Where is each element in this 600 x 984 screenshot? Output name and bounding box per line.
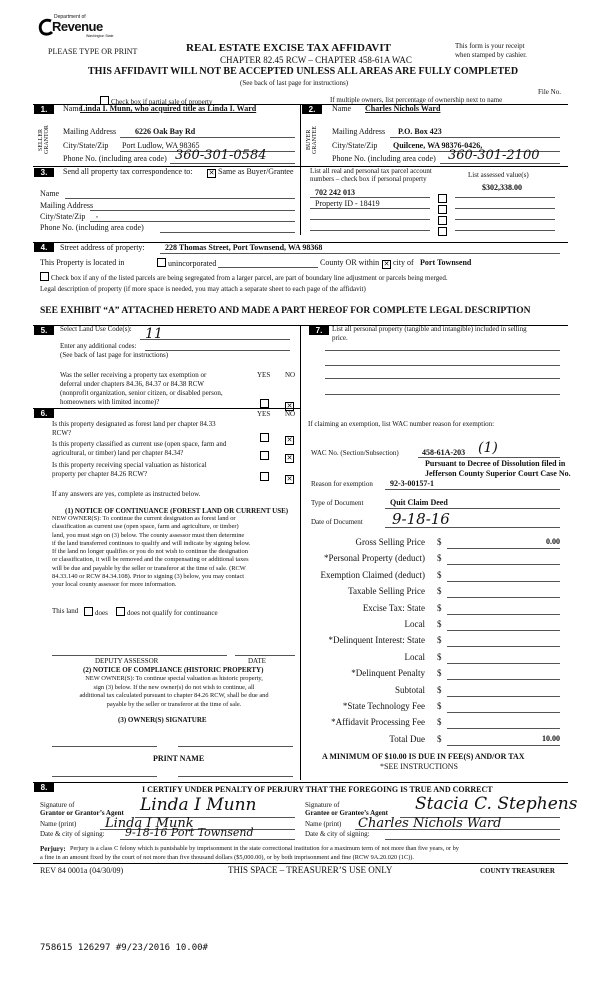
segregated-label: Check box if any of the listed parcels are being segregated from a larger parcel, are part of boundary line adjustment or parcels being merged. (51, 274, 448, 282)
unincorporated-checkbox[interactable] (157, 258, 216, 268)
buyer-name-label: Name (332, 104, 352, 113)
tax-line-row (300, 603, 562, 617)
grantor-name-label: Name (print) (40, 820, 77, 828)
s6-q2-yes-checkbox[interactable] (260, 446, 271, 464)
tax-line-label: Excise Tax: State (362, 603, 425, 613)
this-land-label: This land (52, 607, 79, 615)
s5-yes: YES (257, 371, 271, 379)
buyer-mail[interactable]: P.O. Box 423 (398, 127, 442, 136)
tax-line-label: Taxable Selling Price (348, 586, 425, 596)
exhibit-a-statement: SEE EXHIBIT “A” ATTACHED HERETO AND MADE A PART HEREOF FOR COMPLETE LEGAL DESCRIPTION (40, 306, 531, 316)
section-8-number: 8. (34, 783, 54, 792)
perjury-text-1: Perjury is a class C felony which is punishable by imprisonment in the state correctional institution for a maximum term of not more than five years, or by (70, 845, 459, 852)
section-1-number: 1. (34, 105, 54, 114)
form-subtitle: CHAPTER 82.45 RCW – CHAPTER 458-61A WAC (220, 55, 412, 65)
tax-line-label: *Delinquent Interest: State (328, 635, 425, 645)
property-id[interactable]: Property ID - 18419 (315, 199, 380, 208)
treasurer-space: THIS SPACE – TREASURER’S USE ONLY (228, 865, 393, 875)
parcel-number[interactable]: 702 242 013 (315, 188, 355, 197)
grantee-name-label: Name (print) (305, 820, 342, 828)
s6-q2-no-checkbox[interactable]: ✕ (286, 454, 293, 462)
s3-phone-label: Phone No. (including area code) (40, 223, 144, 232)
tax-line-row (300, 685, 562, 699)
tax-line-dollar: $ (437, 652, 442, 662)
seller-phone[interactable]: 360-301-0584 (175, 148, 267, 163)
multiple-owners-note: If multiple owners, list percentage of ownership next to name (330, 96, 503, 104)
s3-name-label: Name (40, 189, 60, 198)
s6-yes: YES (257, 410, 271, 418)
revenue-logo (38, 14, 114, 40)
tax-line-label: *State Technology Fee (342, 701, 425, 711)
street-address[interactable]: 228 Thomas Street, Port Townsend, WA 98368 (165, 243, 323, 252)
county-label: County OR within (320, 258, 380, 267)
s5-question-3: (nonprofit organization, senior citizen, or disabled person, (60, 389, 223, 397)
seller-name-label: Name (63, 104, 83, 113)
buyer-side-label: BUYER GRANTEE (306, 126, 318, 154)
tax-line-dollar: $ (437, 619, 442, 629)
reason-label: Reason for exemption (311, 480, 373, 488)
tax-line-dollar: $ (437, 685, 442, 695)
tax-line-row (300, 537, 562, 551)
section-3-number: 3. (34, 168, 54, 177)
tax-line-dollar: $ (437, 668, 442, 678)
s6-any-yes: If any answers are yes, complete as instructed below. (52, 490, 201, 498)
perjury-text-2: a fine in an amount fixed by the court of not more than five thousand dollars ($5,000.00), or by both imprisonment and fine (RCW 9A.20.020 (1C)). (40, 854, 414, 861)
tax-line-row (300, 586, 562, 600)
receipt-note-2: when stamped by cashier. (455, 51, 527, 59)
perjury-label: Perjury: (40, 845, 66, 853)
city-name[interactable]: Port Townsend (420, 258, 472, 267)
buyer-phone[interactable]: 360-301-2100 (448, 148, 540, 163)
s6-q2a: Is this property classified as current use (open space, farm and (52, 440, 227, 448)
s3-mail-label: Mailing Address (40, 201, 94, 210)
recording-stamp: 758615 126297 #9/23/2016 10.00# (40, 943, 208, 953)
tax-line-label: *Affidavit Processing Fee (331, 717, 425, 727)
notice-2-body: NEW OWNER(S): To continue special valuation as historic property, sign (3) below. If the new owner(s) do not wish to continue, all additional tax calculated pursuant to chapter 84.26 RCW, shall be due and payable by the seller or transferor at the time of sale. (79, 675, 269, 708)
logo-state: Washington State (86, 34, 114, 38)
does-not-label: does not qualify for continuance (127, 609, 218, 617)
notice-1-body: NEW OWNER(S): To continue the current designation as forest land or classification as current use (open space, farm and agriculture, or timber) land, you must sign on (3) below. The county assessor must then determine if the land transferred continues to qualify and will indicate by signing below. If the land no longer qualifies or you do not wish to continue the designation or classification, it will be removed and the compensating or additional taxes will be due and payable by the seller or transferor at the time of sale. (RCW 84.33.140 or RCW 84.34.108). Prior to signing (3) below, you may contact your local county assessor for more information. (52, 515, 251, 589)
reason-line-1[interactable]: Pursuant to Decree of Dissolution filed in (425, 459, 566, 468)
form-revision: REV 84 0001a (04/30/09) (40, 866, 124, 875)
reason-line-2[interactable]: Jefferson County Superior Court Case No. (425, 469, 571, 478)
assessor-date-label: DATE (248, 657, 266, 665)
please-type: PLEASE TYPE OR PRINT (48, 47, 138, 56)
seller-phone-label: Phone No. (including area code) (63, 154, 167, 163)
buyer-city-label: City/State/Zip (332, 141, 378, 150)
print-name-label: PRINT NAME (153, 754, 205, 763)
tax-line-dollar: $ (437, 635, 442, 645)
wac-subsection[interactable]: (1) (478, 440, 498, 456)
tax-line-label: Local (404, 619, 425, 629)
tax-line-row (300, 652, 562, 666)
tax-line-row (300, 701, 562, 715)
form-warning: THIS AFFIDAVIT WILL NOT BE ACCEPTED UNLESS ALL AREAS ARE FULLY COMPLETED (88, 66, 519, 77)
tax-line-row (300, 668, 562, 682)
s5-question-2: deferral under chapters 84.36, 84.37 or 84.38 RCW (60, 380, 205, 388)
assessed-value-label: List assessed value(s) (468, 171, 529, 179)
s5-no: NO (285, 371, 296, 379)
city-of-checkbox[interactable]: ✕ city of (383, 258, 414, 268)
s5-question-4: homeowners with limited income)? (60, 398, 160, 406)
unincorporated-label: unincorporated (168, 259, 217, 268)
form-title: REAL ESTATE EXCISE TAX AFFIDAVIT (186, 42, 391, 54)
section-6-number: 6. (34, 409, 54, 418)
tax-line-label: Gross Selling Price (355, 537, 425, 547)
doc-date-label: Date of Document (311, 518, 363, 526)
s3-city-value[interactable]: , (96, 210, 98, 219)
same-as-buyer-checkbox[interactable]: ✕ Same as Buyer/Grantee (208, 167, 294, 177)
s6-q1a: Is this property designated as forest land per chapter 84.33 (52, 420, 216, 428)
wac-number[interactable]: 458-61A-203 (422, 448, 466, 457)
tax-line-dollar: $ (437, 586, 442, 596)
grantor-sig-of: Signature of (40, 801, 75, 809)
reason-line-3[interactable]: 92-3-00157-1 (390, 479, 434, 488)
county-treasurer: COUNTY TREASURER (480, 867, 555, 875)
located-label: This Property is located in (40, 258, 125, 267)
grantor-signature[interactable]: Linda I Munn (140, 795, 257, 815)
s6-q3b: property per chapter 84.26 RCW? (52, 470, 148, 478)
s5-no-checkbox[interactable]: ✕ (286, 402, 293, 410)
notice-1-title: (1) NOTICE OF CONTINUANCE (FOREST LAND OR CURRENT USE) (65, 507, 289, 515)
owner-signature-label: (3) OWNER(S) SIGNATURE (118, 716, 207, 724)
grantee-sig-of: Signature of (305, 801, 340, 809)
buyer-city[interactable]: Quilcene, WA 98376-0426, (393, 141, 483, 150)
additional-codes-label: Enter any additional codes: (60, 342, 137, 350)
tax-line-label: Total Due (389, 734, 425, 744)
tax-line-label: Exemption Claimed (deduct) (320, 570, 425, 580)
city-of-label: city of (393, 258, 414, 267)
s6-q3-yes-checkbox[interactable] (260, 467, 271, 485)
personal-property-checkbox-4[interactable] (438, 222, 449, 240)
tax-line-dollar: $ (437, 570, 442, 580)
does-not-checkbox[interactable] (116, 607, 218, 617)
deputy-assessor-label: DEPUTY ASSESSOR (95, 657, 159, 665)
seller-side-label: SELLER GRANTOR (38, 125, 50, 155)
parcel-list-label-2: numbers – check box if personal property (310, 175, 427, 183)
tax-line-label: *Personal Property (deduct) (324, 553, 425, 563)
seller-city[interactable]: Port Ludlow, WA 98365 (122, 141, 200, 150)
personal-property-label-2: price. (332, 334, 348, 342)
tax-line-dollar: $ (437, 734, 442, 744)
s6-q1b: RCW? (52, 429, 72, 437)
personal-property-label-1: List all personal property (tangible and intangible) included in selling (332, 325, 527, 333)
does-label: does (95, 609, 108, 617)
parcel-list-label-1: List all real and personal tax parcel account (310, 167, 432, 175)
grantee-agent-label: Grantee or Grantee’s Agent (305, 809, 389, 817)
grantor-name[interactable]: Linda I Munk (105, 816, 194, 831)
logo-dept: Department of (54, 14, 86, 20)
tax-line-row (300, 553, 562, 567)
tax-line-dollar: $ (437, 717, 442, 727)
street-address-label: Street address of property: (60, 243, 145, 252)
grantor-date-city[interactable]: 9-18-16 Port Townsend (125, 826, 254, 839)
certify-statement: I CERTIFY UNDER PENALTY OF PERJURY THAT THE FOREGOING IS TRUE AND CORRECT (142, 785, 493, 794)
section-7-number: 7. (309, 326, 329, 335)
file-no: File No. (538, 88, 561, 96)
grantee-signature[interactable]: Stacia C. Stephens (415, 794, 578, 814)
same-as-buyer-label: Same as Buyer/Grantee (218, 167, 294, 176)
tax-line-label: Local (404, 652, 425, 662)
s6-q2b: agricultural, or timber) land per chapter 84.34? (52, 449, 184, 457)
seller-name[interactable]: Linda I. Munn, who acquired title as Linda I. Ward (80, 104, 257, 113)
does-checkbox[interactable] (84, 607, 108, 617)
buyer-phone-label: Phone No. (including area code) (332, 154, 436, 163)
s6-q3a: Is this property receiving special valuation as historical (52, 461, 207, 469)
s5-question-1: Was the seller receiving a property tax exemption or (60, 371, 207, 379)
seller-mail[interactable]: 6226 Oak Bay Rd (135, 127, 196, 136)
buyer-mail-label: Mailing Address (332, 127, 386, 136)
exemption-label: If claiming an exemption, list WAC number reason for exemption: (308, 420, 495, 428)
legal-description-label: Legal description of property (if more space is needed, you may attach a separate sheet to each page of the affidavit) (40, 285, 366, 293)
tax-line-row (300, 635, 562, 649)
see-instructions-note: *SEE INSTRUCTIONS (380, 762, 459, 771)
s3-city-label: City/State/Zip (40, 212, 86, 221)
land-use-code[interactable]: 11 (145, 326, 163, 342)
land-use-label: Select Land Use Code(s): (60, 325, 132, 333)
see-instructions: (See back of last page for instructions) (240, 79, 349, 87)
grantor-date-label: Date & city of signing: (40, 830, 105, 838)
doc-type[interactable]: Quit Claim Deed (390, 498, 448, 507)
wac-label: WAC No. (Section/Subsection) (311, 449, 399, 457)
s6-q1-yes-checkbox[interactable] (260, 428, 271, 446)
assessed-value[interactable]: $302,338.00 (482, 183, 522, 192)
logo-name: Revenue (52, 19, 103, 34)
tax-line-dollar: $ (437, 603, 442, 613)
tax-line-row (300, 570, 562, 584)
tax-line-dollar: $ (437, 537, 442, 547)
tax-line-label: *Delinquent Penalty (351, 668, 425, 678)
section-5-number: 5. (34, 326, 54, 335)
notice-2-title: (2) NOTICE OF COMPLIANCE (HISTORIC PROPERTY) (83, 666, 264, 674)
receipt-note-1: This form is your receipt (455, 42, 525, 50)
send-correspondence-label: Send all property tax correspondence to: (63, 167, 193, 176)
partial-sale-label: Check box if partial sale of property (111, 98, 213, 106)
s6-q1-no-checkbox[interactable]: ✕ (286, 436, 293, 444)
doc-date[interactable]: 9-18-16 (392, 510, 450, 528)
seller-mail-label: Mailing Address (63, 127, 117, 136)
buyer-name[interactable]: Charles Nichols Ward (365, 104, 441, 113)
s6-no: NO (285, 410, 296, 418)
s6-q3-no-checkbox[interactable]: ✕ (286, 475, 293, 483)
segregated-checkbox[interactable] (40, 272, 448, 282)
grantor-agent-label: Grantor or Grantor’s Agent (40, 809, 124, 817)
grantee-date-label: Date & city of signing: (305, 830, 370, 838)
tax-line-row (300, 717, 562, 731)
minimum-fee-note: A MINIMUM OF $10.00 IS DUE IN FEE(S) AND/OR TAX (322, 752, 525, 761)
section-2-number: 2. (302, 105, 322, 114)
additional-codes-note: (See back of last page for instructions) (60, 351, 169, 359)
tax-line-value[interactable]: 10.00 (542, 734, 560, 743)
seller-city-label: City/State/Zip (63, 141, 109, 150)
grantee-name[interactable]: Charles Nichols Ward (358, 816, 502, 831)
tax-line-row (300, 734, 562, 748)
section-4-number: 4. (34, 243, 54, 252)
tax-line-dollar: $ (437, 553, 442, 563)
tax-line-label: Subtotal (394, 685, 425, 695)
tax-line-value[interactable]: 0.00 (546, 537, 560, 546)
tax-line-row (300, 619, 562, 633)
tax-line-dollar: $ (437, 701, 442, 711)
doc-type-label: Type of Document (311, 499, 364, 507)
